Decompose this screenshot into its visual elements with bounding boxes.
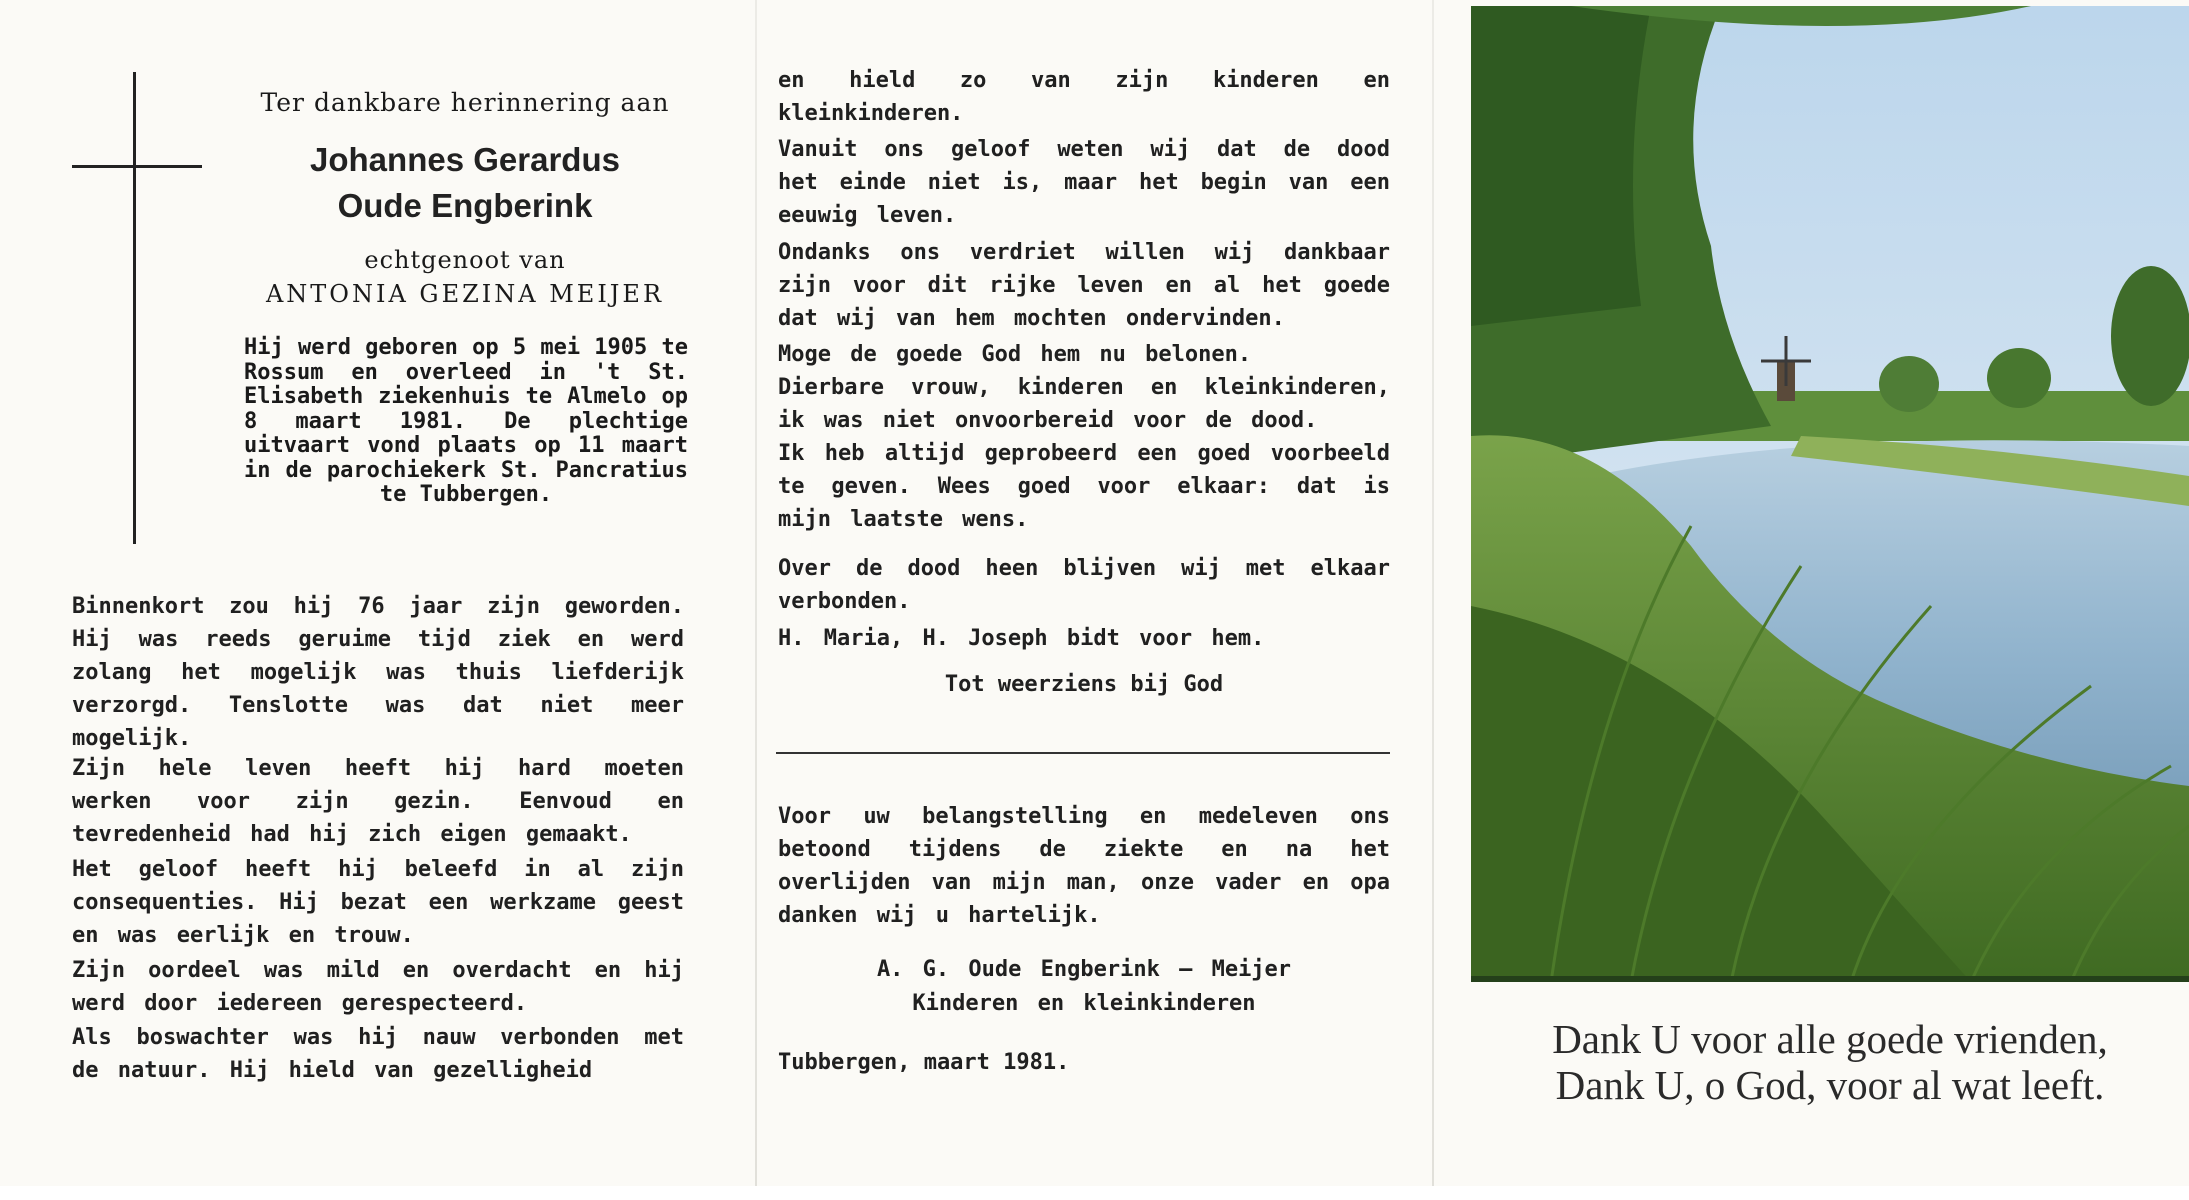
signature-line-1: A. G. Oude Engberink – Meijer bbox=[876, 957, 1292, 982]
left-paragraph: Als boswachter was hij nauw verbonden met de natuur. Hij hield van gezelligheid bbox=[72, 1025, 684, 1083]
landscape-photo-image bbox=[1471, 6, 2189, 982]
middle-paragraph: Ondanks ons verdriet willen wij dankbaar zijn voor dit rijke leven en al het goede dat wij van hem mochten ondervinden. bbox=[778, 240, 1390, 331]
life-details: Hij werd geboren op 5 mei 1905 te Rossum en overleed in 't St. Elisabeth ziekenhuis te Almelo op 8 maart 1981. De plechtige uitvaart vond plaats op 11 maart in de parochiekerk St. Pancratius te Tubbergen. bbox=[244, 335, 688, 507]
left-paragraph: Binnenkort zou hij 76 jaar zijn geworden. Hij was reeds geruime tijd ziek en werd zolang het mogelijk was thuis liefderijk verzorgd. Tenslotte was dat niet meer mogelijk. bbox=[72, 594, 684, 751]
photo-caption bbox=[1471, 1016, 2189, 1108]
divider bbox=[776, 752, 1390, 754]
spouse-name: ANTONIA GEZINA MEIJER bbox=[265, 280, 665, 308]
middle-paragraph: Over de dood heen blijven wij met elkaar verbonden. bbox=[778, 556, 1390, 614]
spouse-label: echtgenoot van bbox=[364, 246, 566, 274]
fold-line-right bbox=[1432, 0, 1434, 1200]
deceased-surname: Oude Engberink bbox=[337, 187, 593, 224]
caption-line-2: Dank U, o God, voor al wat leeft. bbox=[1555, 1062, 2105, 1108]
left-paragraph: Het geloof heeft hij beleefd in al zijn consequenties. Hij bezat een werkzame geest en was eerlijk en trouw. bbox=[72, 857, 684, 948]
middle-paragraph: Ik heb altijd geprobeerd een goed voorbeeld te geven. Wees goed voor elkaar: dat is mijn laatste wens. bbox=[778, 441, 1390, 532]
middle-paragraph: Dierbare vrouw, kinderen en kleinkinderen, ik was niet onvoorbereid voor de dood. bbox=[778, 375, 1390, 433]
place-date: Tubbergen, maart 1981. bbox=[778, 1050, 1070, 1075]
closing-line: Tot weerziens bij God bbox=[944, 672, 1224, 697]
cross-icon bbox=[133, 72, 136, 544]
middle-paragraph: Vanuit ons geloof weten wij dat de dood het einde niet is, maar het begin van een eeuwig leven. bbox=[778, 137, 1390, 228]
left-paragraph: Zijn hele leven heeft hij hard moeten werken voor zijn gezin. Eenvoud en tevredenheid had hij zich eigen gemaakt. bbox=[72, 756, 684, 847]
intro-text: Ter dankbare herinnering aan bbox=[260, 88, 670, 117]
thanks-paragraph: Voor uw belangstelling en medeleven ons betoond tijdens de ziekte en na het overlijden van mijn man, onze vader en opa danken wij u hartelijk. bbox=[778, 804, 1390, 928]
middle-paragraph: Moge de goede God hem nu belonen. bbox=[778, 342, 1252, 367]
landscape-photo bbox=[1471, 6, 2189, 982]
middle-paragraph: en hield zo van zijn kinderen en kleinkinderen. bbox=[778, 68, 1390, 126]
fold-line-left bbox=[755, 0, 757, 1200]
left-paragraph: Zijn oordeel was mild en overdacht en hij werd door iedereen gerespecteerd. bbox=[72, 958, 684, 1016]
cross-icon-bar bbox=[72, 165, 202, 168]
prayer-line: H. Maria, H. Joseph bidt voor hem. bbox=[778, 626, 1265, 651]
deceased-first-names: Johannes Gerardus bbox=[310, 141, 620, 178]
signature-line-2: Kinderen en kleinkinderen bbox=[912, 991, 1256, 1016]
caption-line-1: Dank U voor alle goede vrienden, bbox=[1552, 1016, 2108, 1062]
card-bottom-edge bbox=[0, 1186, 2189, 1200]
